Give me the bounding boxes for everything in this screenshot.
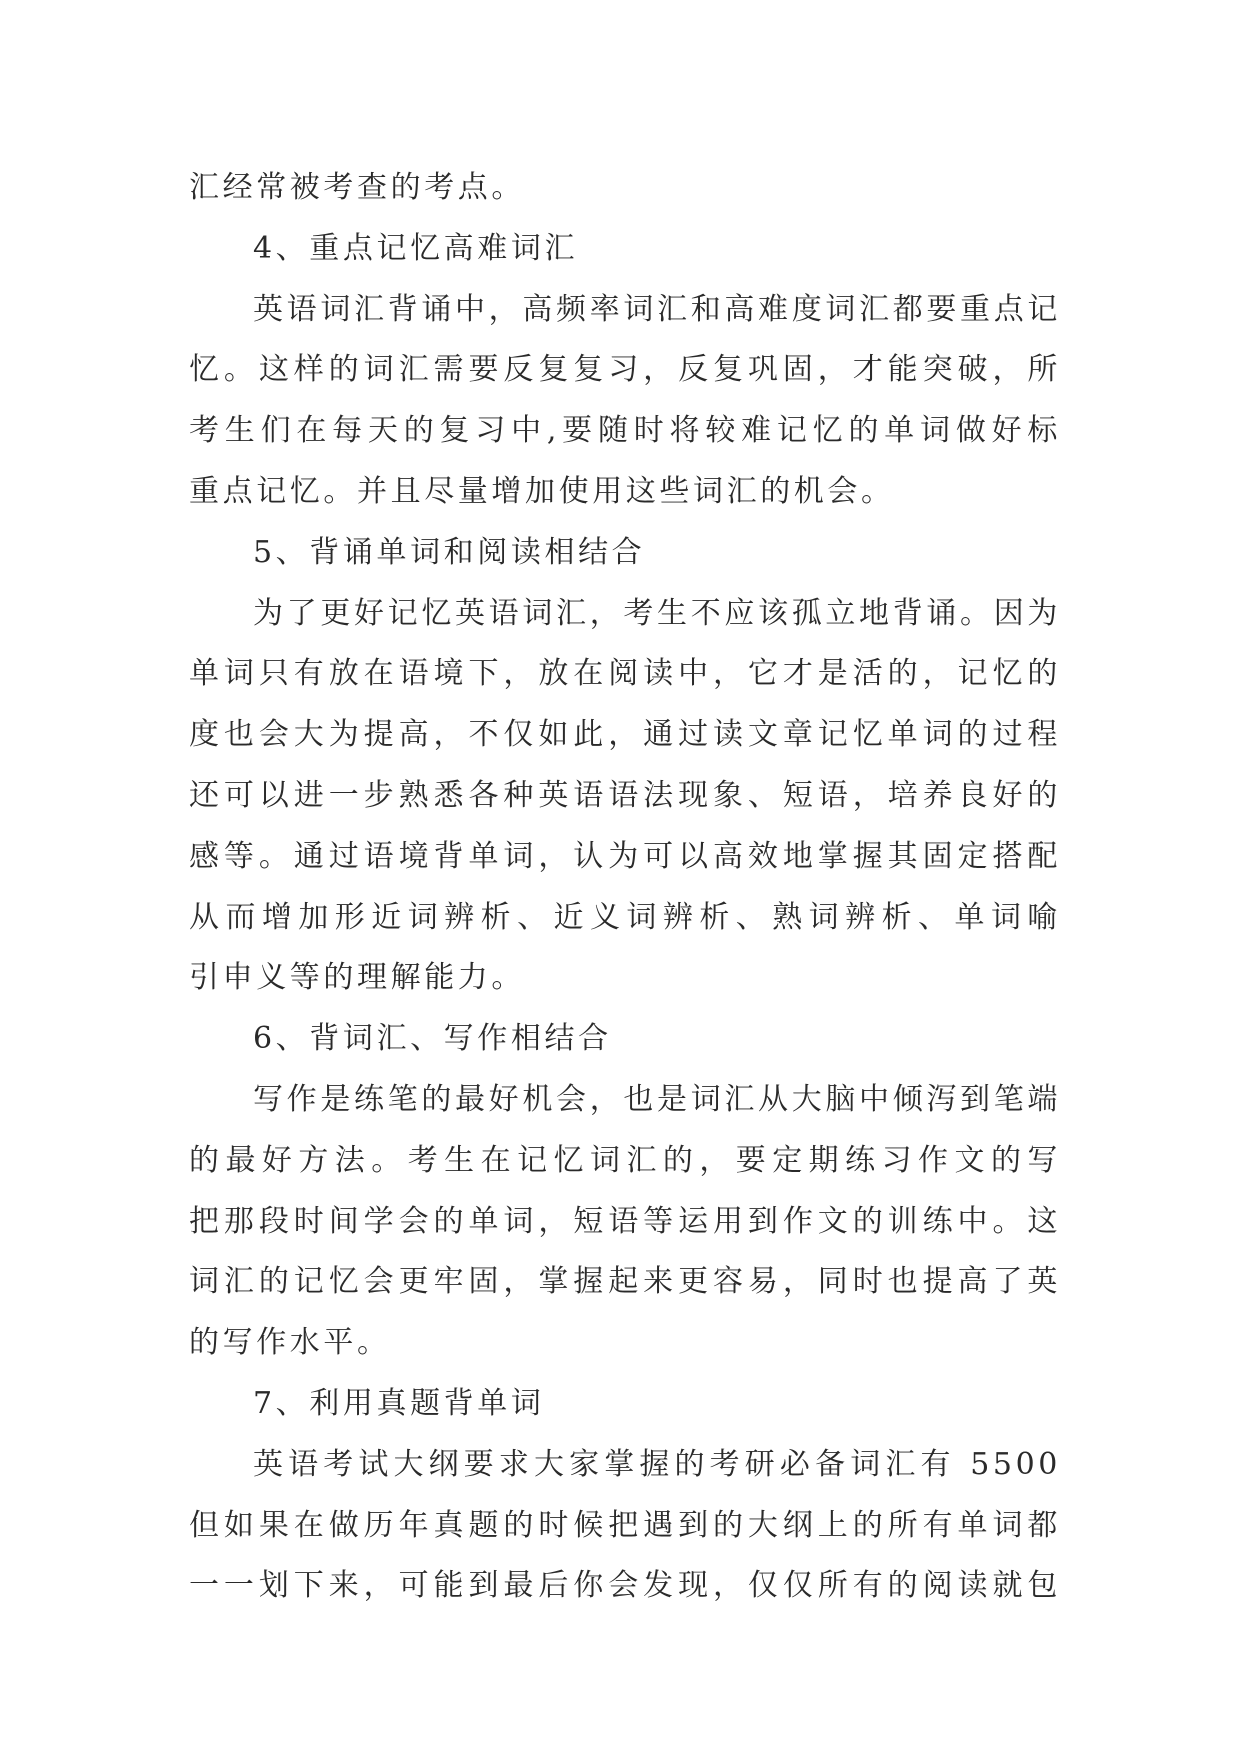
text-line: 7、利用真题背单词 bbox=[253, 1385, 545, 1421]
text-line: 5、背诵单词和阅读相结合 bbox=[253, 534, 646, 570]
text-line: 考生们在每天的复习中,要随时将较难记忆的单词做好标 bbox=[189, 413, 1061, 449]
text-line: 但如果在做历年真题的时候把遇到的大纲上的所有单词都 bbox=[189, 1507, 1061, 1543]
text-line: 词汇的记忆会更牢固，掌握起来更容易，同时也提高了英 bbox=[189, 1264, 1061, 1300]
text-line: 为了更好记忆英语词汇，考生不应该孤立地背诵。因为 bbox=[253, 595, 1061, 631]
text-line: 写作是练笔的最好机会，也是词汇从大脑中倾泻到笔端 bbox=[253, 1081, 1061, 1117]
text-line: 英语词汇背诵中，高频率词汇和高难度词汇都要重点记 bbox=[253, 291, 1061, 327]
text-line: 的最好方法。考生在记忆词汇的，要定期练习作文的写 bbox=[189, 1142, 1061, 1178]
text-line: 还可以进一步熟悉各种英语语法现象、短语，培养良好的 bbox=[189, 777, 1061, 813]
document-body bbox=[189, 158, 1061, 1617]
text-line: 4、重点记忆高难词汇 bbox=[253, 230, 579, 266]
text-line: 汇经常被考查的考点。 bbox=[189, 170, 525, 205]
text-line: 引申义等的理解能力。 bbox=[189, 960, 525, 996]
text-line: 6、背词汇、写作相结合 bbox=[253, 1021, 612, 1057]
text-line: 度也会大为提高，不仅如此，通过读文章记忆单词的过程 bbox=[189, 717, 1061, 753]
text-line: 的写作水平。 bbox=[189, 1325, 391, 1361]
text-line: 把那段时间学会的单词，短语等运用到作文的训练中。这 bbox=[189, 1203, 1061, 1239]
text-line: 感等。通过语境背单词，认为可以高效地掌握其固定搭配 bbox=[189, 838, 1061, 874]
text-line: 英语考试大纲要求大家掌握的考研必备词汇有 5500 bbox=[253, 1446, 1061, 1482]
text-line: 重点记忆。并且尽量增加使用这些词汇的机会。 bbox=[189, 473, 895, 509]
text-line: 一一划下来，可能到最后你会发现，仅仅所有的阅读就包 bbox=[189, 1568, 1061, 1604]
text-line: 忆。这样的词汇需要反复复习，反复巩固，才能突破，所 bbox=[189, 352, 1061, 388]
text-line: 单词只有放在语境下，放在阅读中，它才是活的，记忆的 bbox=[189, 656, 1061, 692]
text-line: 从而增加形近词辨析、近义词辨析、熟词辨析、单词喻 bbox=[189, 899, 1061, 935]
